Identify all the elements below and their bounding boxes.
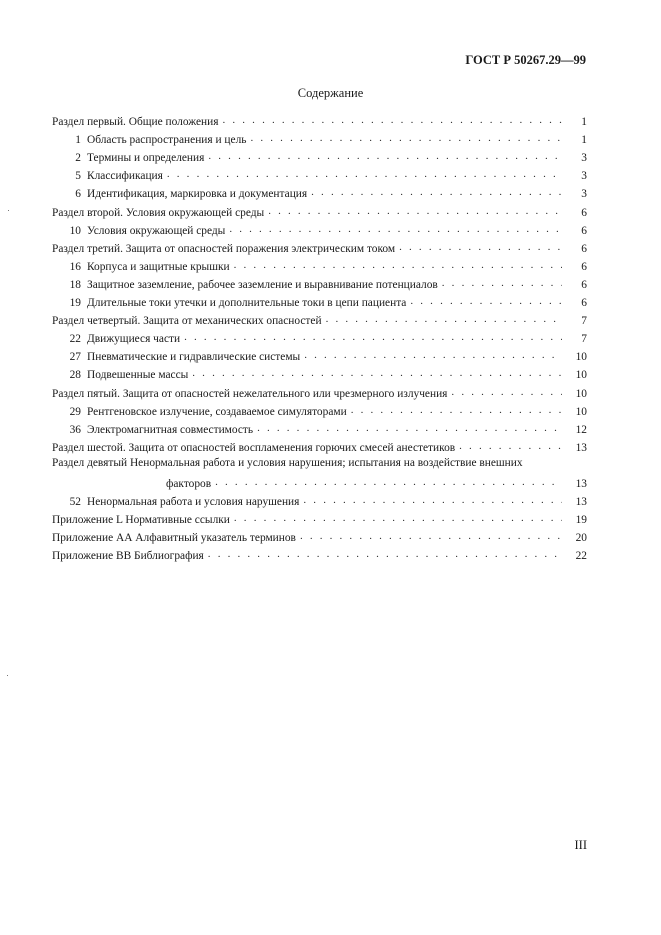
dot-leader: [311, 186, 562, 199]
toc-item-number: 6: [75, 188, 81, 201]
dot-leader: [442, 277, 562, 290]
toc-entry-text: [52, 550, 204, 563]
toc-entry: [52, 201, 587, 219]
toc-item-number: 28: [69, 369, 81, 382]
toc-entry-text: [52, 261, 230, 274]
toc-item-title: Раздел второй. Условия окружающей среды: [52, 206, 265, 219]
toc-page-number: 3: [581, 152, 587, 165]
toc-entry: [52, 364, 587, 382]
toc-item-title: Область распространения и цель: [87, 134, 247, 147]
toc-page-number: 19: [575, 513, 587, 526]
dot-leader: [229, 223, 562, 236]
dot-leader: [304, 349, 562, 362]
dot-leader: [268, 205, 562, 218]
standard-designation: ГОСТ Р 50267.29—99: [465, 53, 586, 67]
toc-entry: [52, 509, 587, 527]
toc-entry: [52, 310, 587, 328]
toc-entry: [52, 401, 587, 419]
dot-leader: [300, 530, 562, 543]
scan-speck: [8, 210, 9, 211]
toc-page-number: 6: [581, 278, 587, 291]
toc-entry: [52, 292, 587, 310]
dot-leader: [208, 150, 562, 163]
toc-page-number: 20: [575, 532, 587, 545]
toc-item-title: Рентгеновское излучение, создаваемое симуляторами: [87, 405, 347, 418]
toc-item-number: 19: [69, 297, 81, 310]
toc-entry: [52, 129, 587, 147]
toc-entry: [52, 328, 587, 346]
toc-page-number: 6: [581, 206, 587, 219]
toc-entry: [52, 527, 587, 545]
toc-item-number: 27: [69, 351, 81, 364]
toc-item-title: Идентификация, маркировка и документация: [87, 188, 308, 201]
toc-item-number: 10: [69, 224, 81, 237]
toc-entry-text: [52, 388, 447, 401]
toc-entry: [52, 111, 587, 129]
contents-title: Содержание: [297, 86, 364, 100]
toc-item-title: Пневматические и гидравлические системы: [87, 351, 301, 364]
dot-leader: [303, 494, 562, 507]
dot-leader: [326, 313, 562, 326]
toc-item-number: 29: [69, 405, 81, 418]
toc-entry-text: [52, 225, 225, 238]
dot-leader: [459, 440, 562, 453]
toc-item-title: Защитное заземление, рабочее заземление и выравнивание потенциалов: [87, 278, 438, 291]
toc-item-title: Приложение АА Алфавитный указатель терминов: [52, 532, 296, 545]
toc-entry-text: [52, 152, 204, 165]
toc-entry: [52, 220, 587, 238]
toc-item-title: Электромагнитная совместимость: [87, 423, 254, 436]
toc-item-title: Движущиеся части: [87, 333, 181, 346]
toc-entry: [52, 545, 587, 563]
toc-page-number: 13: [575, 477, 587, 490]
toc-page-number: 7: [581, 333, 587, 346]
toc-entry-text: [52, 170, 163, 183]
toc-page-number: 1: [581, 134, 587, 147]
toc-entry-text: [52, 532, 296, 545]
toc-entry: [52, 165, 587, 183]
toc-item-title: Ненормальная работа и условия нарушения: [87, 495, 300, 508]
toc-entry-text-line2: факторов: [166, 477, 212, 490]
toc-item-title: Раздел шестой. Защита от опасностей воспламенения горючих смесей анестетиков: [52, 441, 456, 454]
toc-page-number: 6: [581, 242, 587, 255]
toc-entry-text: [52, 406, 347, 419]
toc-page-number: 6: [581, 260, 587, 273]
toc-item-number: 52: [69, 495, 81, 508]
toc-entry-text: [52, 188, 307, 201]
toc-item-title: Длительные токи утечки и дополнительные токи в цепи пациента: [87, 297, 407, 310]
toc-item-title: Приложение L Нормативные ссылки: [52, 513, 230, 526]
toc-item-title: Классификация: [87, 170, 163, 183]
dot-leader: [410, 295, 562, 308]
toc-entry-text: [52, 279, 438, 292]
toc-entry-text-line1: Раздел девятый Ненормальная работа и условия нарушения; испытания на воздействие внешних: [52, 456, 523, 469]
toc-entry-text: [52, 315, 322, 328]
toc-entry: [52, 346, 587, 364]
toc-item-number: 1: [75, 134, 81, 147]
toc-page-number: 13: [575, 495, 587, 508]
toc-entry: [52, 183, 587, 201]
dot-leader: [234, 512, 562, 525]
toc-entry: [52, 437, 587, 455]
toc-page-number: 22: [575, 550, 587, 563]
dot-leader: [192, 367, 562, 380]
toc-page-number: 12: [575, 423, 587, 436]
toc-page-number: 10: [575, 351, 587, 364]
toc-page-number: 10: [575, 369, 587, 382]
toc-entry: [52, 382, 587, 400]
dot-leader: [250, 132, 562, 145]
toc-page-number: 6: [581, 297, 587, 310]
toc-item-number: 16: [69, 260, 81, 273]
toc-item-title: Раздел четвертый. Защита от механических опасностей: [52, 315, 322, 328]
dot-leader: [167, 168, 562, 181]
toc-page-number: 6: [581, 224, 587, 237]
page-folio: III: [574, 838, 587, 852]
toc-entry: [52, 491, 587, 509]
toc-entry-text: [52, 116, 218, 129]
toc-item-title: Термины и определения: [87, 152, 205, 165]
toc-item-number: 22: [69, 333, 81, 346]
toc-item-title: Подвешенные массы: [87, 369, 189, 382]
toc-item-title: Условия окружающей среды: [87, 224, 226, 237]
dot-leader: [399, 241, 562, 254]
toc-entry-text: [52, 134, 246, 147]
toc-entry: [52, 274, 587, 292]
toc-item-number: 18: [69, 278, 81, 291]
toc-entry-text: [52, 207, 264, 220]
dot-leader: [184, 331, 562, 344]
toc-item-title: Раздел пятый. Защита от опасностей нежелательного или чрезмерного излучения: [52, 387, 448, 400]
dot-leader: [222, 114, 562, 127]
toc-entry: [52, 238, 587, 256]
toc-item-title: Корпуса и защитные крышки: [87, 260, 230, 273]
dot-leader: [351, 404, 562, 417]
toc-item-title: Приложение ВВ Библиография: [52, 550, 204, 563]
scan-speck: [7, 675, 8, 676]
toc-page-number: 1: [581, 116, 587, 129]
table-of-contents: [52, 111, 587, 563]
dot-leader: [451, 386, 562, 399]
toc-page-number: 10: [575, 387, 587, 400]
toc-entry-text: [52, 514, 230, 527]
toc-entry-text: [52, 333, 180, 346]
toc-entry: [52, 256, 587, 274]
toc-item-number: 5: [75, 170, 81, 183]
toc-entry-text: [52, 496, 299, 509]
toc-entry-text: [52, 297, 406, 310]
toc-entry: [52, 419, 587, 437]
toc-page-number: 3: [581, 170, 587, 183]
dot-leader: [215, 476, 562, 489]
toc-page-number: 13: [575, 441, 587, 454]
dot-leader: [257, 422, 562, 435]
toc-item-title: Раздел третий. Защита от опасностей поражения электрическим током: [52, 242, 396, 255]
toc-entry-section-nine: [52, 455, 587, 491]
toc-page-number: 10: [575, 405, 587, 418]
toc-item-number: 2: [75, 152, 81, 165]
toc-entry: [52, 147, 587, 165]
toc-page-number: 7: [581, 315, 587, 328]
dot-leader: [234, 259, 562, 272]
toc-page-number: 3: [581, 188, 587, 201]
toc-entry-text: [52, 351, 300, 364]
toc-entry-text: [52, 369, 188, 382]
toc-entry-text: [52, 442, 455, 455]
toc-entry-text: [52, 243, 395, 256]
toc-item-title: Раздел первый. Общие положения: [52, 116, 219, 129]
toc-item-number: 36: [69, 423, 81, 436]
toc-entry-text: [52, 424, 253, 437]
dot-leader: [208, 548, 562, 561]
